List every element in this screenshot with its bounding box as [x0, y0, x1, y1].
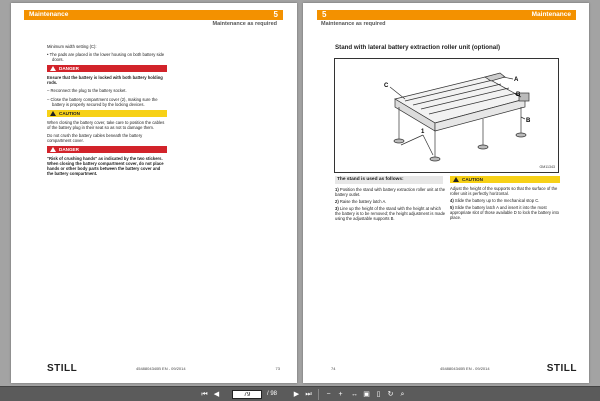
chapter-number: 5 [322, 10, 327, 19]
footer-doc-code: 4548804340B EN - 09/2014 [440, 366, 490, 371]
label-a: A [514, 77, 519, 83]
caution-text: When closing the battery cover, take care to position the cables of the battery plug in their seat so as not to damage them. [47, 119, 165, 130]
fit-width-icon[interactable]: ↔ [351, 391, 358, 398]
next-page-icon[interactable]: ▶ [293, 391, 300, 398]
warning-triangle-icon [50, 147, 56, 152]
step-item: 2) Raise the battery latch A. [335, 199, 387, 205]
fit-page-icon[interactable]: ▣ [363, 391, 370, 398]
still-logo: STILL [47, 363, 78, 374]
warning-triangle-icon [50, 111, 56, 116]
stand-drawing [335, 59, 558, 172]
page-subheader: Maintenance as required [212, 21, 277, 27]
step-item: 1) Position the stand with battery extraction roller unit at the battery outlet. [335, 187, 446, 198]
zoom-out-icon[interactable]: − [326, 391, 331, 398]
footer-doc-code: 4548804340B EN - 09/2014 [136, 366, 186, 371]
page-number-input[interactable] [232, 390, 262, 399]
step-item: – Reconnect the plug to the battery socket. [47, 88, 127, 94]
footer-page-number: 74 [331, 366, 336, 371]
chapter-number: 5 [273, 10, 278, 19]
step-item: 5) Slide the battery latch A and insert it into the most appropriate slot of those available D to lock the battery into place. [450, 205, 559, 221]
caution-label: CAUTION [47, 110, 167, 117]
procedure-steps-right [450, 176, 560, 223]
step-item: 4) Slide the battery up to the mechanical stop C. [450, 198, 540, 204]
toolbar-divider [318, 389, 319, 400]
first-page-icon[interactable]: ⏮ [201, 391, 208, 398]
footer-page-number: 73 [275, 366, 280, 371]
label-1: 1 [421, 129, 425, 135]
danger-label: DANGER [47, 65, 167, 72]
figure-code: GM11343 [539, 165, 555, 169]
zoom-in-icon[interactable]: + [338, 391, 343, 398]
page-subheader: Maintenance as required [321, 21, 386, 27]
single-page-icon[interactable]: ▯ [376, 391, 381, 398]
label-b-second: B [526, 118, 531, 124]
header-title: Maintenance [531, 11, 571, 18]
prev-page-icon[interactable]: ◀ [213, 391, 220, 398]
step-item: 3) Line up the height of the stand with the height at which the battery is to be removed; the height adjustment is made using the adjustable supports B. [335, 206, 446, 222]
header-title: Maintenance [29, 11, 69, 18]
label-c: C [384, 83, 389, 89]
danger-label: DANGER [47, 146, 167, 153]
left-page [11, 3, 297, 383]
last-page-icon[interactable]: ⏭ [305, 391, 312, 398]
warning-triangle-icon [50, 66, 56, 71]
still-logo: STILL [546, 363, 577, 374]
search-icon[interactable]: ⌕ [400, 391, 405, 398]
section-heading: Stand with lateral battery extraction roller unit (optional) [335, 44, 501, 51]
bullet-item: • The pads are placed in the lower housing on both battery side doors. [47, 52, 165, 63]
page-header [24, 10, 283, 20]
intro-text: Minimum width setting (C): [47, 44, 97, 49]
viewer-toolbar [0, 386, 600, 401]
procedure-title: The stand is used as follows: [335, 176, 443, 184]
danger-text: Ensure that the battery is locked with both battery holding rods. [47, 75, 163, 86]
right-page [303, 3, 589, 383]
page-header [317, 10, 576, 20]
rotate-icon[interactable]: ↻ [387, 391, 394, 398]
procedure-steps [335, 187, 447, 224]
warning-triangle-icon [453, 177, 459, 182]
step-item: – Close the battery compartment cover (2), making sure the battery is properly secured by the locking devices. [47, 96, 158, 107]
caution-label: CAUTION [450, 176, 560, 183]
page-count: / 98 [267, 391, 278, 397]
page-body [47, 44, 167, 180]
caution-text: Adjust the height of the supports so that the surface of the roller unit is perfectly horizontal. [450, 186, 558, 197]
danger-text: "Risk of crushing hands" as indicated by the two stickers. When closing the battery compartment cover, do not place hands or other body parts between the battery cover and the battery compartment. [47, 156, 164, 177]
label-b: B [516, 92, 521, 98]
stand-illustration [334, 58, 559, 173]
caution-text: Do not crush the battery cables beneath the battery compartment cover. [47, 132, 143, 144]
